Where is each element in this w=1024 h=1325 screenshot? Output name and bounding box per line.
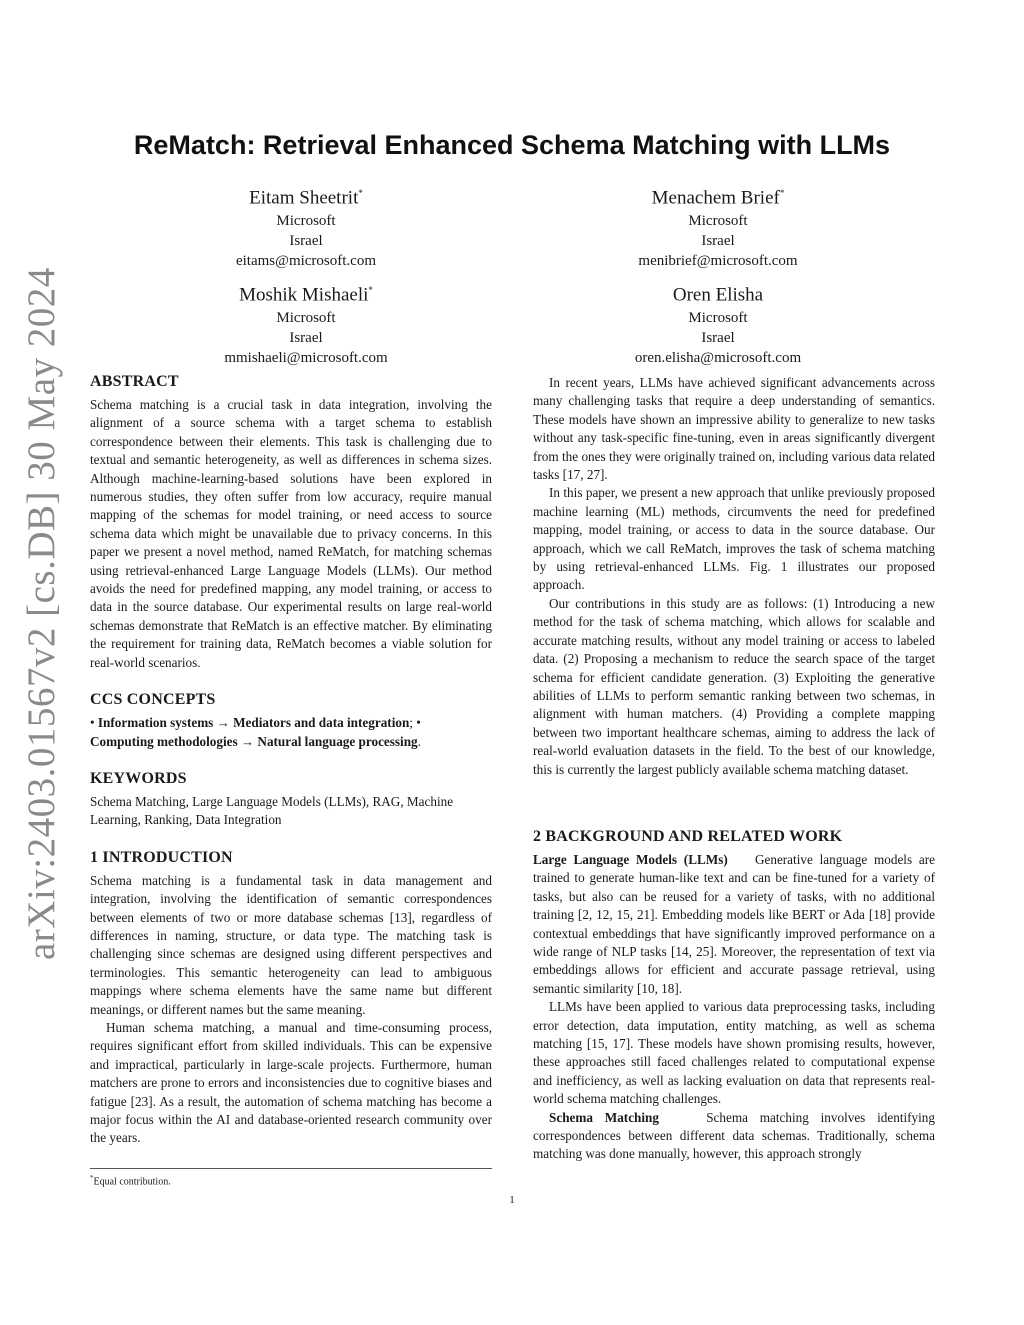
background-llm-paragraph: Large Language Models (LLMs) Generative language models are trained to generate human-like text and can be fine-tuned for a variety of tasks, but also can be reused for a variety of tasks, with no additional training [2, 12, 15, 21]. Embedding models like BERT or Ada [18] provide contextual embeddings that have significantly improved performance on a wide range of NLP tasks [14, 25]. Moreover, the representation of text via embeddings allows for efficient and accurate passage retrieval, using semantic similarity [10, 18]. bbox=[533, 851, 935, 996]
arxiv-identifier-stamp: arXiv:2403.01567v2 [cs.DB] 30 May 2024 bbox=[20, 267, 63, 960]
author-email: mmishaeli@microsoft.com bbox=[224, 350, 388, 367]
author-country: Israel bbox=[289, 233, 323, 250]
keywords-heading: KEYWORDS bbox=[90, 769, 187, 787]
author-name: Eitam Sheetrit* bbox=[249, 187, 363, 209]
background-paragraph: LLMs have been applied to various data preprocessing tasks, including error detection, data imputation, entity matching, as well as schema matching [15, 17]. These models have shown promising results, however, these approaches still faced challenges related to computational expense and inefficiency, as well as lacking evaluation on data that represents real-world schema matching challenges. bbox=[533, 999, 935, 1107]
author-block bbox=[568, 180, 868, 271]
author-email: eitams@microsoft.com bbox=[235, 253, 377, 270]
equal-contribution-mark: * bbox=[779, 188, 785, 198]
abstract-text: Schema matching is a crucial task in data integration, involving the alignment of a source schema with a target schema to establish correspondence between their elements. This task is challenging due to textual and semantic heterogeneity, as well as differences in schema sizes. Although machine-learning-based solutions have been explored in numerous studies, they often suffer from low accuracy, require manual mapping of the schemas for model training, or need access to source schema data which might be unavailable due to privacy concerns. In this paper we present a novel method, named ReMatch, for matching schemas using retrieval-enhanced Large Language Models (LLMs). Our method avoids the need for predefined mapping, any model training, or access to data in the source database. Our experimental results on large real-world schemas demonstrate that ReMatch is an effective matcher. By eliminating the requirement for training data, ReMatch becomes a viable solution for real-world scenarios. bbox=[90, 397, 492, 670]
author-block bbox=[568, 277, 868, 368]
intro-paragraph: Schema matching is a fundamental task in data management and integration, involving the identification of semantic correspondences between elements of two or more database schemas [13], regardless of differences in naming, structure, or data type. The matching task is challenging since schemas are designed using different perspectives and terminologies. This semantic heterogeneity can lead to ambiguous mappings where schema elements have the same name but different meanings, or different names but the same meaning. bbox=[90, 872, 492, 1017]
author-affiliation: Microsoft bbox=[688, 213, 748, 230]
contributions-paragraph: Our contributions in this study are as follows: (1) Introducing a new method for the task of schema matching, which allows for scalable and accurate matching results, without any model training or access to labeled data. (2) Proposing a mechanism to reduce the search space of the target schema for efficient candidate generation. (3) Exploiting the generative abilities of LLMs to perform semantic ranking between two schemas, in alignment with human matchers. (4) Providing a complete mapping between two important healthcare schemas, aiming to address the lack of real-world evaluation datasets in the field. To the best of our knowledge, this is currently the largest publicly available schema matching dataset. bbox=[533, 595, 935, 777]
ccs-concepts-heading: CCS CONCEPTS bbox=[90, 691, 216, 709]
equal-contribution-mark: * bbox=[368, 285, 373, 295]
page-number: 1 bbox=[509, 1194, 515, 1206]
author-email: menibrief@microsoft.com bbox=[638, 253, 798, 270]
author-affiliation: Microsoft bbox=[276, 310, 336, 327]
introduction-heading: 1 INTRODUCTION bbox=[90, 848, 233, 866]
footnote-text: Equal contribution. bbox=[93, 1176, 171, 1188]
right-column bbox=[533, 374, 935, 1164]
runin-heading-schema-matching: Schema Matching bbox=[549, 1109, 659, 1125]
runin-heading-llm: Large Language Models (LLMs) bbox=[533, 851, 728, 867]
equal-contribution-mark: * bbox=[358, 188, 363, 198]
abstract-heading: ABSTRACT bbox=[90, 373, 179, 390]
author-name: Menachem Brief* bbox=[651, 187, 785, 209]
author-country: Israel bbox=[289, 330, 323, 347]
author-name: Oren Elisha bbox=[672, 284, 764, 306]
author-name: Moshik Mishaeli* bbox=[239, 284, 373, 306]
ccs-concepts-text: • Information systems → Mediators and data integration; • Computing methodologies → Natural language processing. bbox=[90, 715, 421, 749]
author-block bbox=[156, 180, 456, 271]
author-affiliation: Microsoft bbox=[688, 310, 748, 327]
author-email: oren.elisha@microsoft.com bbox=[634, 350, 802, 367]
author-country: Israel bbox=[701, 330, 735, 347]
author-country: Israel bbox=[701, 233, 735, 250]
paper-title: ReMatch: Retrieval Enhanced Schema Matching with LLMs bbox=[133, 130, 891, 160]
footnote-mark: * bbox=[90, 1174, 94, 1182]
author-block bbox=[156, 277, 456, 368]
intro-paragraph: In this paper, we present a new approach that unlike previously proposed machine learning (ML) methods, circumvents the need for predefined mapping, model training, or access to data in the source database. Our approach, which we call ReMatch, improves the task of schema matching by using retrieval-enhanced LLMs. Fig. 1 illustrates our proposed approach. bbox=[533, 485, 935, 593]
intro-paragraph: In recent years, LLMs have achieved significant advancements across many challenging tasks that require a deep understanding of semantics. These models have shown an impressive ability to generalize to new tasks without any task-specific fine-tuning, even in areas significantly divergent from the ones they were originally trained on, including various data related tasks [17, 27]. bbox=[533, 375, 935, 483]
keywords-text: Schema Matching, Large Language Models (LLMs), RAG, Machine Learning, Ranking, Data Integration bbox=[90, 793, 454, 828]
background-schema-paragraph: Schema Matching Schema matching involves identifying correspondences between different data schemas. Traditionally, schema matching was done manually, however, this approach strongly bbox=[533, 1109, 935, 1162]
author-affiliation: Microsoft bbox=[276, 213, 336, 230]
footnote bbox=[90, 1168, 492, 1188]
intro-paragraph: Human schema matching, a manual and time-consuming process, requires significant effort from skilled individuals. This can be expensive and impractical, particularly in large-scale projects. Furthermore, human matchers are prone to errors and inconsistencies due to cognitive biases and fatigue [23]. As a result, the automation of schema matching has become a major focus within the AI and database-oriented research community over the years. bbox=[90, 1019, 492, 1146]
left-column bbox=[90, 372, 492, 1148]
background-heading: 2 BACKGROUND AND RELATED WORK bbox=[533, 827, 843, 845]
